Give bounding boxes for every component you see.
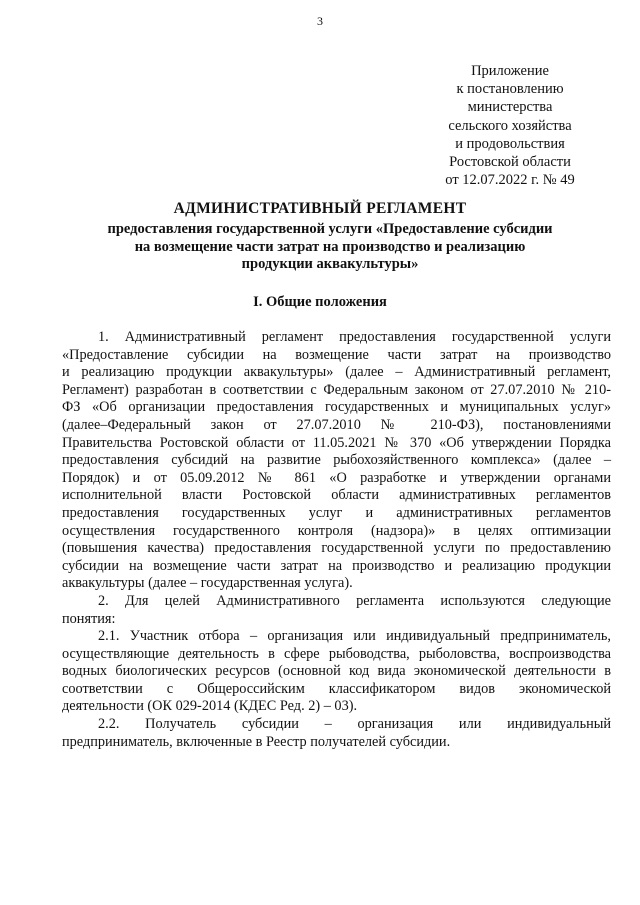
paragraph-2 — [62, 593, 611, 628]
paragraph-2-2 — [62, 716, 611, 751]
page-number: 3 — [317, 14, 323, 28]
document-subtitle — [60, 221, 600, 274]
appendix-line: Ростовской области — [449, 154, 571, 171]
text-line: и реализацию продукции аквакультуры» (далее – Административный регламент, — [62, 364, 611, 381]
appendix-line: сельского хозяйства — [448, 117, 572, 134]
text-line: 2.1. Участник отбора – организация или индивидуальный предприниматель, — [98, 628, 611, 645]
text-line: предприниматель, включенные в Реестр получателей субсидии. — [62, 733, 451, 750]
appendix-line: министерства — [467, 99, 553, 116]
text-line: ФЗ «Об организации предоставления государственных и муниципальных услуг» — [62, 399, 611, 416]
text-line: понятия: — [62, 610, 116, 627]
text-line: аквакультуры (далее – государственная услуга). — [62, 575, 353, 592]
paragraph-1 — [62, 329, 611, 593]
appendix-line: и продовольствия — [455, 135, 565, 152]
text-line: осуществления государственного контроля (надзора)» в целях оптимизации — [62, 522, 611, 539]
text-line: 2. Для целей Административного регламента используются следующие — [98, 592, 611, 609]
appendix-block — [400, 62, 620, 189]
text-line: деятельности (ОК 029-2014 (КДЕС Ред. 2) – 03). — [62, 698, 358, 715]
text-line: (повышения качества) предоставления государственной услуги по предоставлению — [62, 540, 611, 557]
text-line: предоставления субсидий на развитие рыбохозяйственного комплекса» (далее – — [62, 452, 611, 469]
text-line: субсидии на возмещение части затрат на производство и реализацию продукции — [62, 557, 611, 574]
subtitle-line: на возмещение части затрат на производство и реализацию — [134, 238, 526, 255]
appendix-line: к постановлению — [456, 81, 564, 98]
text-line: Правительства Ростовской области от 11.05.2021 № 370 «Об утверждении Порядка — [62, 434, 611, 451]
appendix-line: Приложение — [471, 63, 549, 79]
subtitle-line: продукции аквакультуры» — [241, 256, 419, 272]
text-line: Порядок) и от 05.09.2012 № 861 «О разработке и утверждении органами — [62, 469, 611, 486]
section-heading: I. Общие положения — [253, 294, 387, 310]
subtitle-line: предоставления государственной услуги «Предоставление субсидии — [107, 221, 553, 237]
text-line: 1. Административный регламент предоставления государственной услуги — [98, 329, 611, 345]
text-line: соответствии с Общероссийским классификатором видов экономической — [62, 680, 611, 697]
appendix-line: от 12.07.2022 г. № 49 — [445, 172, 575, 189]
text-line: Регламент) разработан в соответствии с Федеральным законом от 27.07.2010 № 210- — [62, 381, 611, 398]
document-title: АДМИНИСТРАТИВНЫЙ РЕГЛАМЕНТ — [173, 200, 467, 217]
text-line: предоставления государственных услуг и административных регламентов — [62, 504, 611, 521]
text-line: осуществляющие деятельность в сфере рыбоводства, рыболовства, воспроизводства — [62, 645, 611, 662]
paragraph-2-1 — [62, 628, 611, 716]
text-line: «Предоставление субсидии на возмещение части затрат на производство — [62, 346, 611, 363]
text-line: водных биологических ресурсов (основной код вида экономической деятельности в — [62, 663, 611, 680]
document-body — [62, 329, 611, 751]
text-line: 2.2. Получатель субсидии – организация или индивидуальный — [98, 716, 611, 733]
text-line: (далее–Федеральный закон от 27.07.2010 № 210-ФЗ), постановлениями — [62, 416, 611, 433]
text-line: исполнительной власти Ростовской области административных регламентов — [62, 487, 611, 504]
